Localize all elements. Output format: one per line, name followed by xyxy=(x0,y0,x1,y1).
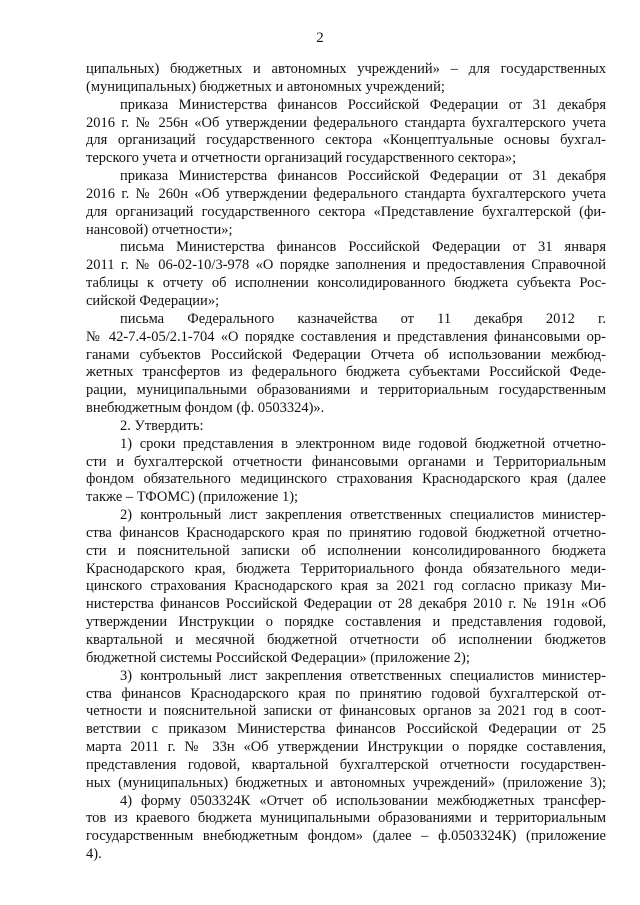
text-line: внебюджетным фондом (ф. 0503324)». xyxy=(86,400,325,417)
text-line: бюджетной системы Российской Федерации» (приложение 2); xyxy=(86,649,470,666)
text-line: письма Министерства финансов Российской Федерации от 31 января xyxy=(120,239,606,256)
text-line: квартальной и месячной бюджетной отчетности об исполнении бюджетов xyxy=(86,632,606,648)
text-line: терского учета и отчетности организаций государственного сектора»; xyxy=(86,150,517,167)
text-line: ных (муниципальных) бюджетных и автономных учреждений» (приложение 3); xyxy=(86,774,606,791)
text-line: 2. Утвердить: xyxy=(120,417,204,434)
text-line: сти и бухгалтерской отчетности финансовыми органами и Территориальным xyxy=(86,453,606,470)
text-line: ветствии с приказом Министерства финансов Российской Федерации от 25 xyxy=(86,721,606,738)
text-line: (муниципальных) бюджетных и автономных учреждений; xyxy=(86,78,445,95)
text-line: нистерства финансов Российской Федерации от 28 декабря 2010 г. № 191н «Об xyxy=(86,596,606,613)
text-line: 2011 г. № 06-02-10/3-978 «О порядке заполнения и предоставления Справочной xyxy=(86,257,606,274)
text-line: приказа Министерства финансов Российской Федерации от 31 декабря xyxy=(120,168,606,185)
document-body xyxy=(86,61,606,864)
text-line: 2016 г. № 256н «Об утверждении федерального стандарта бухгалтерского учета xyxy=(86,114,606,131)
text-line: фондом обязательного медицинского страхования Краснодарского края (далее xyxy=(86,471,606,488)
text-line: приказа Министерства финансов Российской Федерации от 31 декабря xyxy=(120,96,606,113)
text-line: письма Федерального казначейства от 11 декабря 2012 г. xyxy=(120,310,606,327)
text-line: № 42-7.4-05/2.1-704 «О порядке составления и представления финансовыми ор- xyxy=(86,328,606,345)
text-line: 4) форму 0503324К «Отчет об использовании межбюджетных трансфер- xyxy=(120,792,606,809)
text-line: ства финансов Краснодарского края по принятию годовой бюджетной отчетно- xyxy=(86,524,606,541)
text-line: ганами субъектов Российской Федерации Отчета об использовании межбюд- xyxy=(86,346,606,363)
text-line: марта 2011 г. № 33н «Об утверждении Инструкции о порядке составления, xyxy=(86,739,606,756)
text-line: цинского страхования Краснодарского края за 2021 год согласно приказу Ми- xyxy=(86,578,606,595)
text-line: утверждении Инструкции о порядке составления и представления годовой, xyxy=(86,614,606,631)
text-line: жетных трансфертов из федерального бюджета субъектами Российской Феде- xyxy=(86,364,606,381)
text-line: сийской Федерации»; xyxy=(86,292,220,309)
text-line: 2016 г. № 260н «Об утверждении федерального стандарта бухгалтерского учета xyxy=(86,185,606,202)
text-line: ципальных) бюджетных и автономных учреждений» – для государственных xyxy=(86,61,606,77)
text-line: государственным внебюджетным фондом» (далее – ф.0503324К) (приложение xyxy=(86,828,606,845)
text-line: также – ТФОМС) (приложение 1); xyxy=(86,489,299,506)
text-line: 1) сроки представления в электронном виде годовой бюджетной отчетно- xyxy=(120,435,606,452)
text-line: для организаций государственного сектора «Концептуальные основы бухгал- xyxy=(86,132,606,149)
text-line: 3) контрольный лист закрепления ответственных специалистов министер- xyxy=(120,667,606,684)
text-line: представления годовой, квартальной бухгалтерской отчетности государствен- xyxy=(86,756,606,773)
text-line: сти и пояснительной записки об исполнении консолидированного бюджета xyxy=(86,542,606,559)
text-line: тов из краевого бюджета муниципальными образованиями и территориальным xyxy=(86,810,606,827)
text-line: Краснодарского края, бюджета Территориального фонда обязательного меди- xyxy=(86,560,606,577)
text-line: для организаций государственного сектора «Представление бухгалтерской (фи- xyxy=(86,203,606,220)
text-line: нансовой) отчетности»; xyxy=(86,221,233,238)
text-line: 2) контрольный лист закрепления ответственных специалистов министер- xyxy=(120,507,606,524)
text-line: таблицы к отчету об исполнении консолидированного бюджета субъекта Рос- xyxy=(86,275,606,292)
text-line: четности и пояснительной записки от финансовых органов за 2021 год в соот- xyxy=(86,703,606,720)
text-line: рации, муниципальными образованиями и территориальным государственным xyxy=(86,382,606,399)
text-line: ства финансов Краснодарского края по принятию годовой бухгалтерской от- xyxy=(86,685,606,702)
text-line: 4). xyxy=(86,846,102,863)
page-number: 2 xyxy=(316,30,324,46)
